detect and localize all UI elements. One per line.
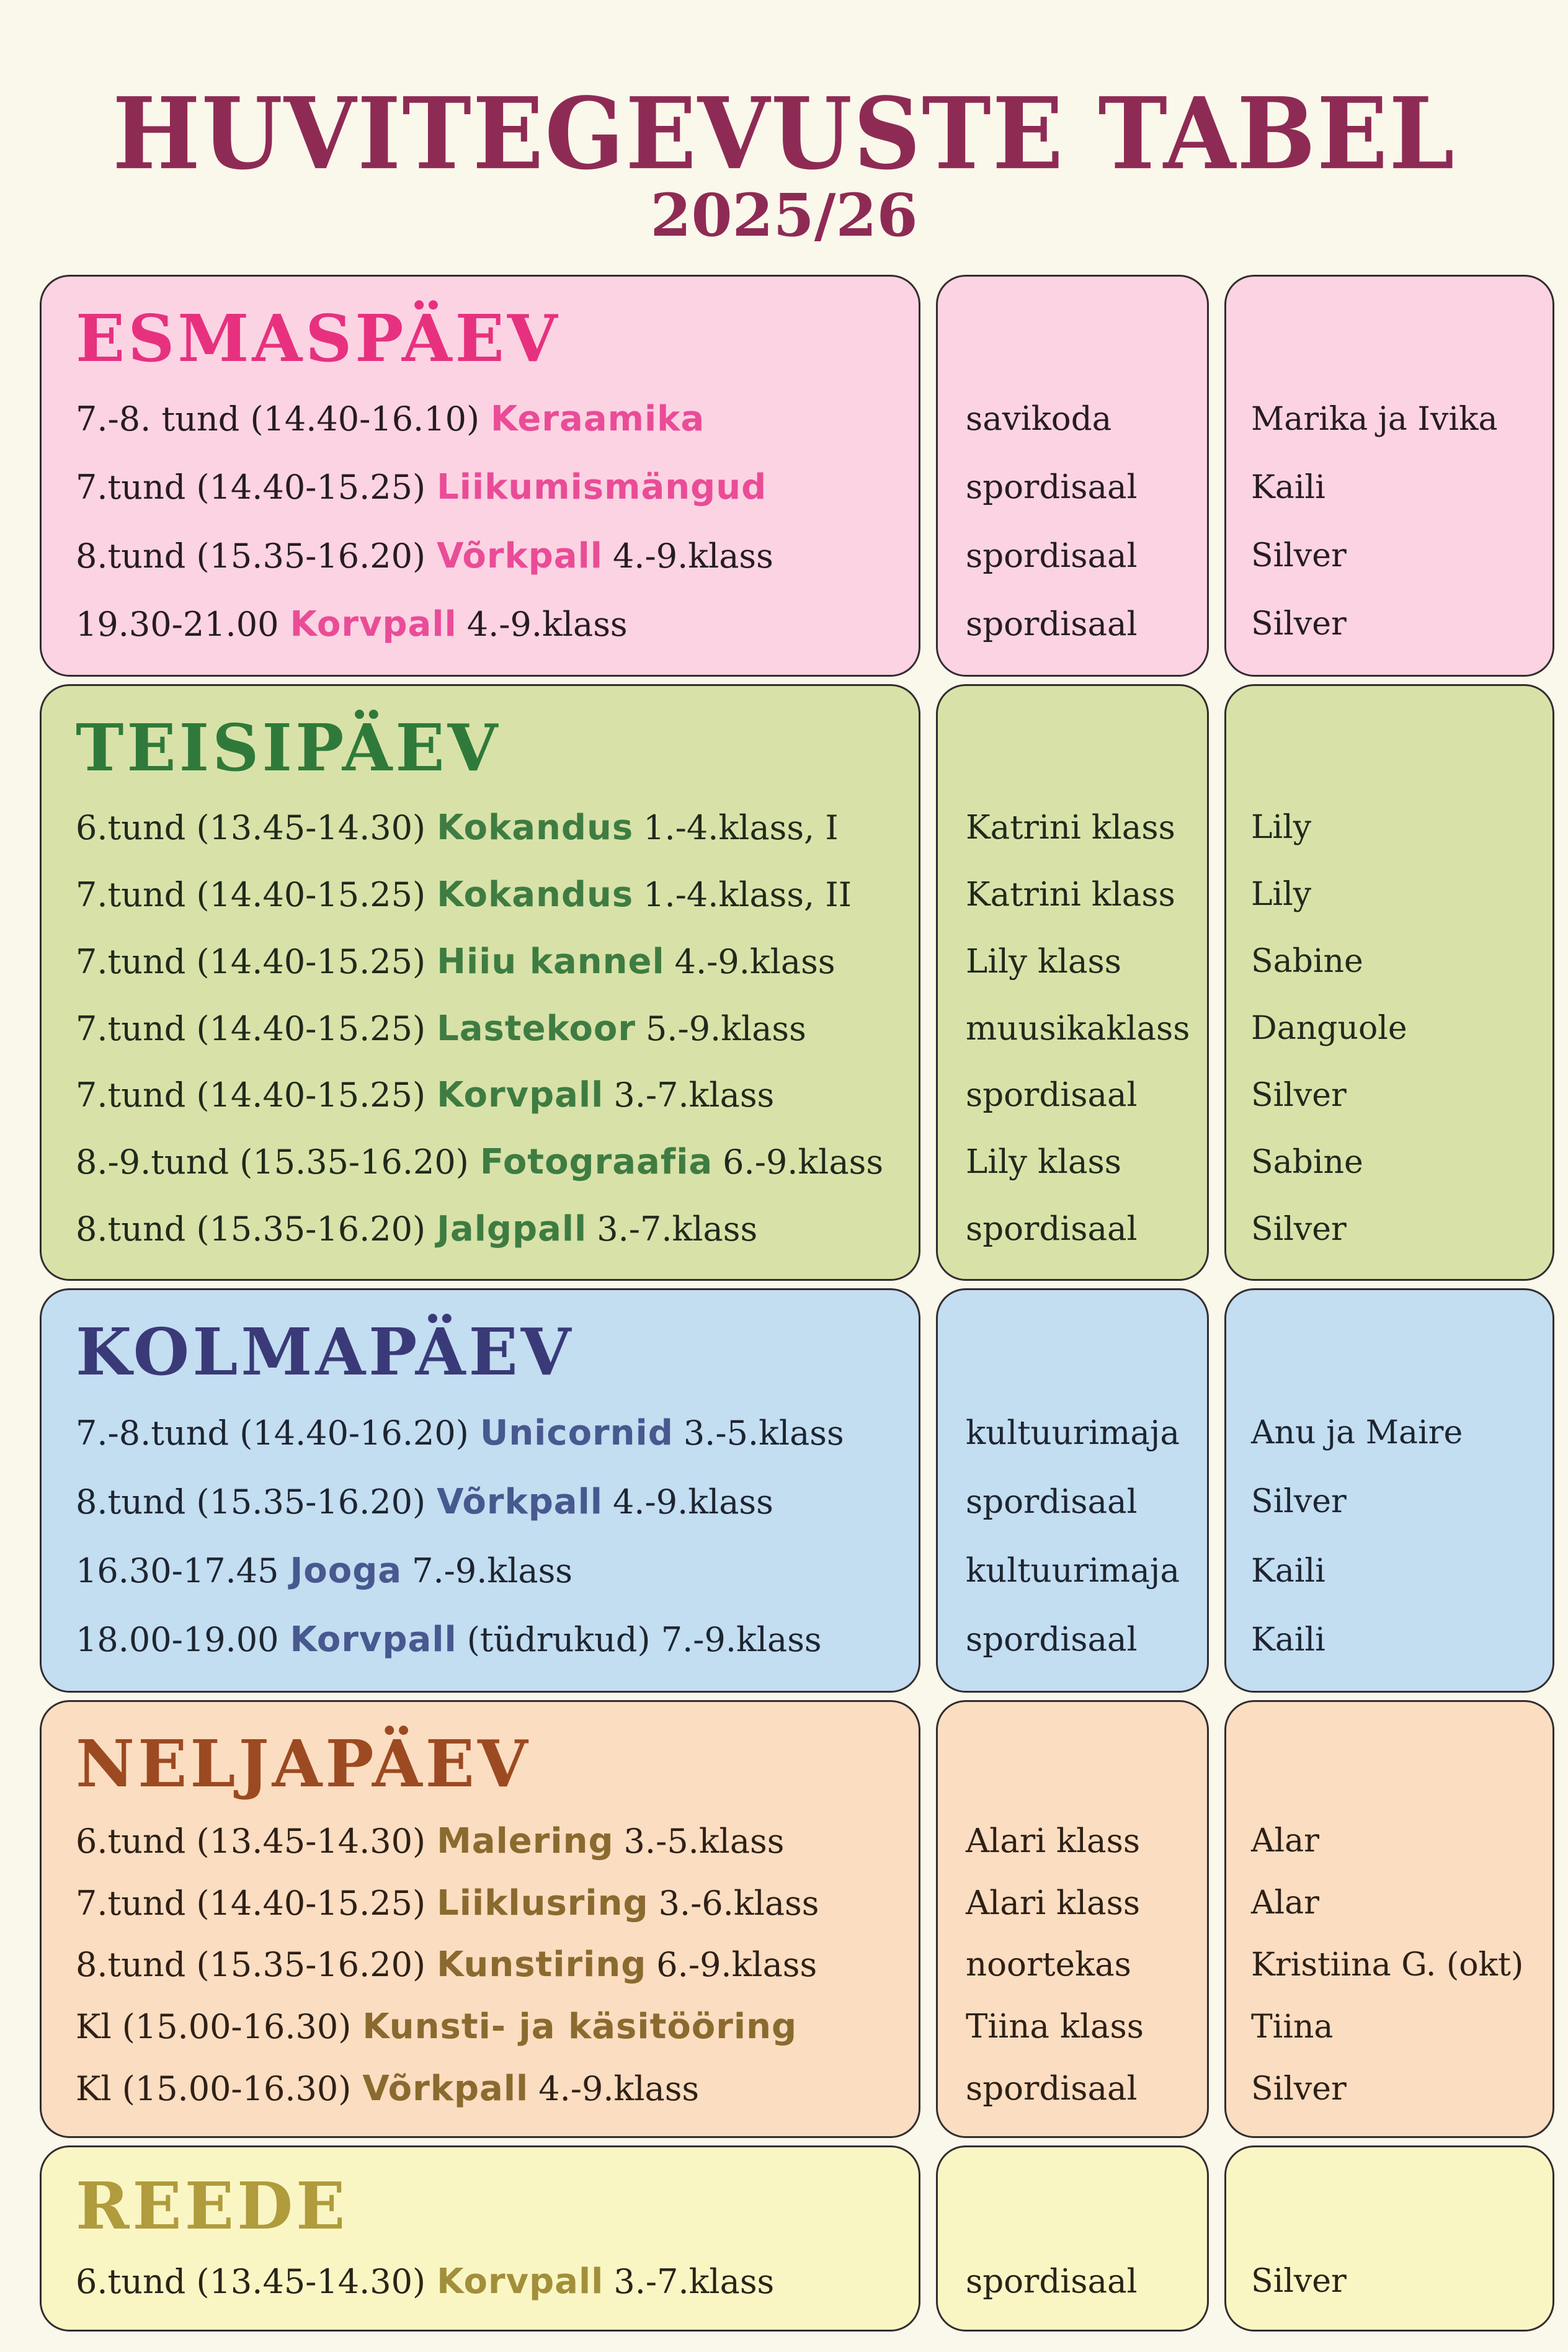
activity-time: 7.tund (14.40-15.25) bbox=[76, 468, 426, 507]
activity-row bbox=[42, 1196, 919, 1263]
activity-row bbox=[42, 1605, 919, 1674]
activity-row bbox=[42, 453, 919, 522]
location-cell: spordisaal bbox=[966, 1621, 1138, 1659]
spacer bbox=[1226, 1306, 1552, 1399]
activity-row bbox=[42, 795, 919, 862]
day-heading: NELJAPÄEV bbox=[76, 1726, 531, 1802]
person-cell: Tiina bbox=[1251, 2008, 1334, 2046]
location-cell: spordisaal bbox=[966, 1076, 1138, 1115]
person-cell: Silver bbox=[1251, 1483, 1347, 1521]
activity-class: 6.-9.klass bbox=[656, 1945, 817, 1985]
activity-class: 1.-4.klass, I bbox=[643, 808, 839, 847]
activities-box bbox=[40, 1700, 920, 2138]
spacer bbox=[938, 292, 1207, 385]
activity-time: Kl (15.00-16.30) bbox=[76, 2007, 352, 2047]
activities-box bbox=[40, 275, 920, 677]
person-cell: Lily bbox=[1251, 876, 1312, 914]
activity-name: Jooga bbox=[290, 1551, 403, 1592]
activity-time: 7.tund (14.40-15.25) bbox=[76, 1883, 426, 1923]
location-cell: kultuurimaja bbox=[966, 1414, 1180, 1452]
activity-time: 6.tund (13.45-14.30) bbox=[76, 2261, 426, 2301]
activity-name: Liikumismängud bbox=[437, 467, 767, 508]
location-cell: noortekas bbox=[966, 1946, 1131, 1984]
activity-class: 4.-9.klass bbox=[612, 536, 773, 576]
activity-name: Kokandus bbox=[437, 874, 634, 915]
person-cell: Silver bbox=[1251, 2070, 1347, 2108]
activity-time: 7.tund (14.40-15.25) bbox=[76, 875, 426, 914]
persons-box bbox=[1224, 275, 1554, 677]
activity-row bbox=[42, 995, 919, 1062]
person-cell: Kristiina G. (okt) bbox=[1251, 1946, 1524, 1984]
activity-name: Jalgpall bbox=[437, 1209, 587, 1250]
persons-box bbox=[1224, 1700, 1554, 2138]
day-heading: KOLMAPÄEV bbox=[76, 1314, 574, 1390]
person-cell: Silver bbox=[1251, 537, 1347, 575]
activity-name: Hiiu kannel bbox=[437, 941, 665, 982]
spacer bbox=[1226, 1717, 1552, 1811]
activity-row bbox=[42, 1399, 919, 1468]
activity-class: 3.-5.klass bbox=[683, 1413, 844, 1453]
person-cell: Kaili bbox=[1251, 1621, 1325, 1659]
activity-time: 7.tund (14.40-15.25) bbox=[76, 1009, 426, 1048]
activity-name: Võrkpall bbox=[437, 535, 603, 576]
activity-time: 7.-8. tund (14.40-16.10) bbox=[76, 399, 480, 439]
location-cell: Katrini klass bbox=[966, 875, 1175, 914]
person-cell: Danguole bbox=[1251, 1010, 1407, 1047]
activity-class: 4.-9.klass bbox=[674, 942, 835, 981]
activity-time: 6.tund (13.45-14.30) bbox=[76, 1821, 426, 1861]
activity-name: Kunsti- ja käsitööring bbox=[362, 2007, 798, 2047]
activity-row bbox=[42, 522, 919, 590]
page-header bbox=[0, 0, 1568, 250]
person-cell: Silver bbox=[1251, 2263, 1347, 2300]
activity-class: 1.-4.klass, II bbox=[643, 875, 852, 914]
location-cell: spordisaal bbox=[966, 2070, 1138, 2108]
activity-row bbox=[42, 590, 919, 658]
activity-time: 8.tund (15.35-16.20) bbox=[76, 536, 426, 576]
activity-class: 3.-7.klass bbox=[597, 1209, 758, 1249]
locations-box bbox=[936, 2145, 1209, 2332]
activity-class: 3.-7.klass bbox=[613, 1076, 775, 1115]
activity-time: Kl (15.00-16.30) bbox=[76, 2069, 352, 2109]
activity-time: 6.tund (13.45-14.30) bbox=[76, 808, 426, 847]
activity-name: Korvpall bbox=[437, 2261, 604, 2302]
activity-name: Malering bbox=[437, 1820, 614, 1861]
activity-class: 6.-9.klass bbox=[723, 1143, 884, 1182]
activity-class: 7.-9.klass bbox=[412, 1551, 572, 1591]
activity-row bbox=[42, 1536, 919, 1605]
activity-row bbox=[42, 1129, 919, 1196]
activity-row bbox=[42, 1934, 919, 1996]
locations-box bbox=[936, 1700, 1209, 2138]
activity-row bbox=[42, 1996, 919, 2058]
person-cell: Silver bbox=[1251, 1210, 1347, 1248]
activity-name: Lastekoor bbox=[437, 1008, 636, 1049]
person-cell: Lily bbox=[1251, 809, 1312, 847]
persons-box bbox=[1224, 2145, 1554, 2332]
activity-class: 3.-6.klass bbox=[658, 1883, 819, 1923]
activity-class: 5.-9.klass bbox=[645, 1009, 806, 1048]
activity-time: 19.30-21.00 bbox=[76, 604, 279, 644]
activity-row bbox=[42, 1468, 919, 1536]
day-heading: TEISIPÄEV bbox=[76, 710, 501, 786]
activity-name: Unicornid bbox=[479, 1412, 674, 1453]
section-reede bbox=[40, 2145, 1554, 2332]
persons-box bbox=[1224, 684, 1554, 1281]
location-cell: savikoda bbox=[966, 400, 1112, 439]
spacer bbox=[1226, 702, 1552, 795]
activity-time: 8.tund (15.35-16.20) bbox=[76, 1945, 426, 1985]
section-teisipaev bbox=[40, 684, 1554, 1281]
location-cell: spordisaal bbox=[966, 605, 1138, 643]
location-cell: muusikaklass bbox=[966, 1009, 1190, 1048]
location-cell: Alari klass bbox=[966, 1884, 1141, 1922]
person-cell: Alar bbox=[1251, 1884, 1320, 1922]
activity-name: Kunstiring bbox=[437, 1944, 647, 1985]
location-cell: spordisaal bbox=[966, 468, 1138, 507]
activity-name: Korvpall bbox=[290, 1619, 457, 1660]
activity-name: Korvpall bbox=[290, 604, 457, 644]
person-cell: Alar bbox=[1251, 1822, 1320, 1860]
spacer bbox=[1226, 2163, 1552, 2250]
activity-class: (tüdrukud) 7.-9.klass bbox=[466, 1620, 822, 1660]
schedule bbox=[40, 275, 1554, 2332]
person-cell: Sabine bbox=[1251, 943, 1363, 981]
persons-box bbox=[1224, 1288, 1554, 1693]
location-cell: spordisaal bbox=[966, 1482, 1138, 1521]
location-cell: Alari klass bbox=[966, 1822, 1141, 1860]
location-cell: Katrini klass bbox=[966, 808, 1175, 847]
activity-row bbox=[42, 2250, 919, 2314]
person-cell: Marika ja Ivika bbox=[1251, 400, 1498, 438]
activity-name: Võrkpall bbox=[362, 2069, 529, 2109]
location-cell: spordisaal bbox=[966, 2262, 1138, 2301]
day-heading: ESMASPÄEV bbox=[76, 300, 561, 376]
location-cell: spordisaal bbox=[966, 1210, 1138, 1249]
location-cell: Tiina klass bbox=[966, 2008, 1144, 2046]
section-esmaspaev bbox=[40, 275, 1554, 677]
location-cell: Lily klass bbox=[966, 942, 1121, 981]
activity-name: Võrkpall bbox=[437, 1481, 603, 1522]
spacer bbox=[938, 2163, 1207, 2250]
activity-time: 7.-8.tund (14.40-16.20) bbox=[76, 1413, 469, 1453]
section-neljapaev bbox=[40, 1700, 1554, 2138]
person-cell: Silver bbox=[1251, 605, 1347, 643]
person-cell: Anu ja Maire bbox=[1251, 1414, 1463, 1452]
activity-row bbox=[42, 385, 919, 453]
activity-row bbox=[42, 1062, 919, 1129]
activity-class: 3.-7.klass bbox=[613, 2261, 775, 2301]
activity-class: 4.-9.klass bbox=[538, 2069, 700, 2109]
activity-time: 18.00-19.00 bbox=[76, 1620, 279, 1660]
activity-time: 16.30-17.45 bbox=[76, 1551, 279, 1591]
locations-box bbox=[936, 684, 1209, 1281]
activity-class: 3.-5.klass bbox=[623, 1821, 785, 1861]
person-cell: Kaili bbox=[1251, 1552, 1325, 1590]
spacer bbox=[938, 702, 1207, 795]
activity-time: 8.tund (15.35-16.20) bbox=[76, 1209, 426, 1249]
activity-class: 4.-9.klass bbox=[612, 1482, 773, 1521]
section-kolmapaev bbox=[40, 1288, 1554, 1693]
location-cell: Lily klass bbox=[966, 1143, 1121, 1182]
person-cell: Kaili bbox=[1251, 468, 1325, 506]
page-subtitle: 2025/26 bbox=[650, 180, 918, 250]
activity-row bbox=[42, 1872, 919, 1934]
activity-time: 8.tund (15.35-16.20) bbox=[76, 1482, 426, 1521]
activity-row bbox=[42, 1811, 919, 1873]
page-title: HUVITEGEVUSTE TABEL bbox=[112, 76, 1456, 192]
location-cell: kultuurimaja bbox=[966, 1552, 1180, 1590]
activities-box bbox=[40, 684, 920, 1281]
person-cell: Silver bbox=[1251, 1076, 1347, 1114]
spacer bbox=[938, 1717, 1207, 1811]
location-cell: spordisaal bbox=[966, 537, 1138, 575]
spacer bbox=[1226, 292, 1552, 385]
activity-row bbox=[42, 861, 919, 928]
activity-row bbox=[42, 928, 919, 995]
activity-time: 7.tund (14.40-15.25) bbox=[76, 942, 426, 981]
activity-name: Korvpall bbox=[437, 1075, 604, 1116]
locations-box bbox=[936, 275, 1209, 677]
locations-box bbox=[936, 1288, 1209, 1693]
activity-class: 4.-9.klass bbox=[466, 604, 628, 644]
activity-name: Liiklusring bbox=[437, 1882, 649, 1923]
activity-name: Fotograafia bbox=[479, 1142, 713, 1183]
activity-time: 7.tund (14.40-15.25) bbox=[76, 1076, 426, 1115]
activities-box bbox=[40, 2145, 920, 2332]
activity-row bbox=[42, 2058, 919, 2120]
day-heading: REEDE bbox=[76, 2168, 349, 2244]
activity-name: Kokandus bbox=[437, 807, 634, 848]
activity-time: 8.-9.tund (15.35-16.20) bbox=[76, 1143, 469, 1182]
spacer bbox=[938, 1306, 1207, 1399]
activity-name: Keraamika bbox=[491, 399, 705, 440]
activities-box bbox=[40, 1288, 920, 1693]
person-cell: Sabine bbox=[1251, 1143, 1363, 1181]
